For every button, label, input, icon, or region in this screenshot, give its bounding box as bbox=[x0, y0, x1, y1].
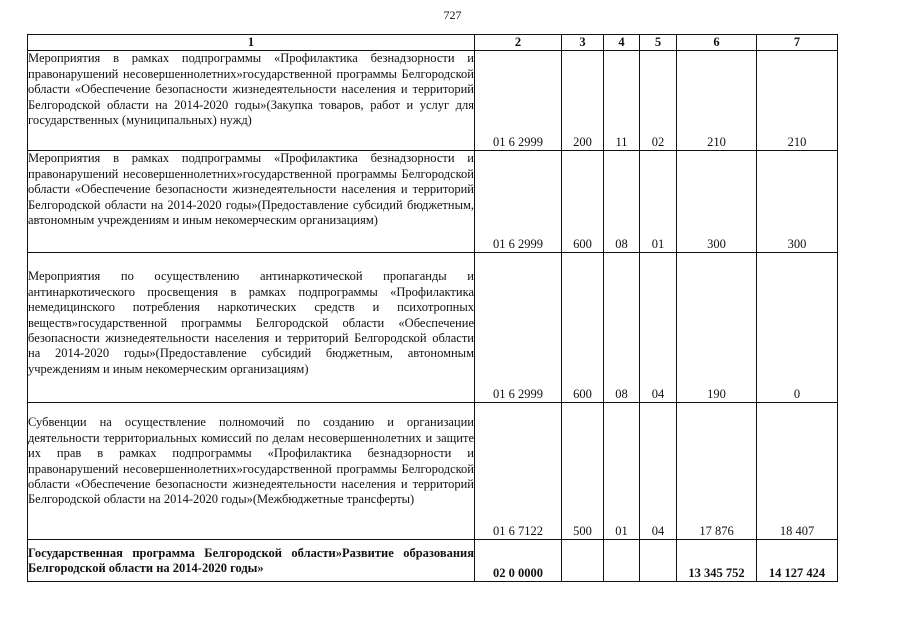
section-code: 11 bbox=[604, 51, 640, 151]
program-code: 01 6 2999 bbox=[475, 151, 562, 253]
amount-year-1: 210 bbox=[677, 51, 757, 151]
column-header: 1 bbox=[28, 35, 475, 51]
table-row bbox=[28, 151, 838, 253]
expense-type: 500 bbox=[562, 403, 604, 540]
page-number: 727 bbox=[443, 8, 462, 22]
amount-year-2: 210 bbox=[757, 51, 838, 151]
table-row bbox=[28, 253, 838, 403]
expense-type: 600 bbox=[562, 253, 604, 403]
column-header: 4 bbox=[604, 35, 640, 51]
amount-year-2: 0 bbox=[757, 253, 838, 403]
subsection-code bbox=[640, 540, 677, 582]
amount-year-2: 300 bbox=[757, 151, 838, 253]
program-code: 02 0 0000 bbox=[475, 540, 562, 582]
expense-type: 200 bbox=[562, 51, 604, 151]
amount-year-2: 14 127 424 bbox=[757, 540, 838, 582]
section-code: 01 bbox=[604, 403, 640, 540]
table-row bbox=[28, 403, 838, 540]
section-code: 08 bbox=[604, 151, 640, 253]
budget-table bbox=[27, 34, 838, 582]
amount-year-2: 18 407 bbox=[757, 403, 838, 540]
column-header: 5 bbox=[640, 35, 677, 51]
amount-year-1: 190 bbox=[677, 253, 757, 403]
column-header: 2 bbox=[475, 35, 562, 51]
table-header-row bbox=[28, 35, 838, 51]
column-header: 6 bbox=[677, 35, 757, 51]
program-code: 01 6 7122 bbox=[475, 403, 562, 540]
amount-year-1: 17 876 bbox=[677, 403, 757, 540]
table-row-total bbox=[28, 540, 838, 582]
section-code: 08 bbox=[604, 253, 640, 403]
row-description: Мероприятия в рамках подпрограммы «Профилактика безнадзорности и правонарушений несовершеннолетних»государственной программы Белгородской области «Обеспечение безопасности жизнедеятельности населения и территорий Белгородской области на 2014-2020 годы»(Предоставление субсидий бюджетным, автономным учреждениям и иным некомерческим организациям) bbox=[28, 151, 475, 253]
expense-type bbox=[562, 540, 604, 582]
program-code: 01 6 2999 bbox=[475, 253, 562, 403]
program-code: 01 6 2999 bbox=[475, 51, 562, 151]
amount-year-1: 300 bbox=[677, 151, 757, 253]
subsection-code: 01 bbox=[640, 151, 677, 253]
expense-type: 600 bbox=[562, 151, 604, 253]
subsection-code: 04 bbox=[640, 403, 677, 540]
table-row bbox=[28, 51, 838, 151]
subsection-code: 04 bbox=[640, 253, 677, 403]
subsection-code: 02 bbox=[640, 51, 677, 151]
column-header: 7 bbox=[757, 35, 838, 51]
row-description: Субвенции на осуществление полномочий по созданию и организации деятельности территориальных комиссий по делам несовершеннолетних и защите их прав в рамках подпрограммы «Профилактика безнадзорности и правонарушений несовершеннолетних»государственной программы Белгородской области «Обеспечение безопасности жизнедеятельности населения и территорий Белгородской области на 2014-2020 годы»(Межбюджетные трансферты) bbox=[28, 403, 475, 540]
section-code bbox=[604, 540, 640, 582]
column-header: 3 bbox=[562, 35, 604, 51]
row-description: Государственная программа Белгородской области»Развитие образования Белгородской области на 2014-2020 годы» bbox=[28, 540, 475, 582]
row-description: Мероприятия по осуществлению антинаркотической пропаганды и антинаркотического просвещения в рамках подпрограммы «Профилактика немедицинского потребления наркотических средств и психотропных веществ»государственной программы Белгородской области «Обеспечение безопасности жизнедеятельности населения и территорий Белгородской области на 2014-2020 годы»(Предоставление субсидий бюджетным, автономным учреждениям и иным некомерческим организациям) bbox=[28, 253, 475, 403]
row-description: Мероприятия в рамках подпрограммы «Профилактика безнадзорности и правонарушений несовершеннолетних»государственной программы Белгородской области «Обеспечение безопасности жизнедеятельности населения и территорий Белгородской области на 2014-2020 годы»(Закупка товаров, работ и услуг для государственных (муниципальных) нужд) bbox=[28, 51, 475, 151]
amount-year-1: 13 345 752 bbox=[677, 540, 757, 582]
